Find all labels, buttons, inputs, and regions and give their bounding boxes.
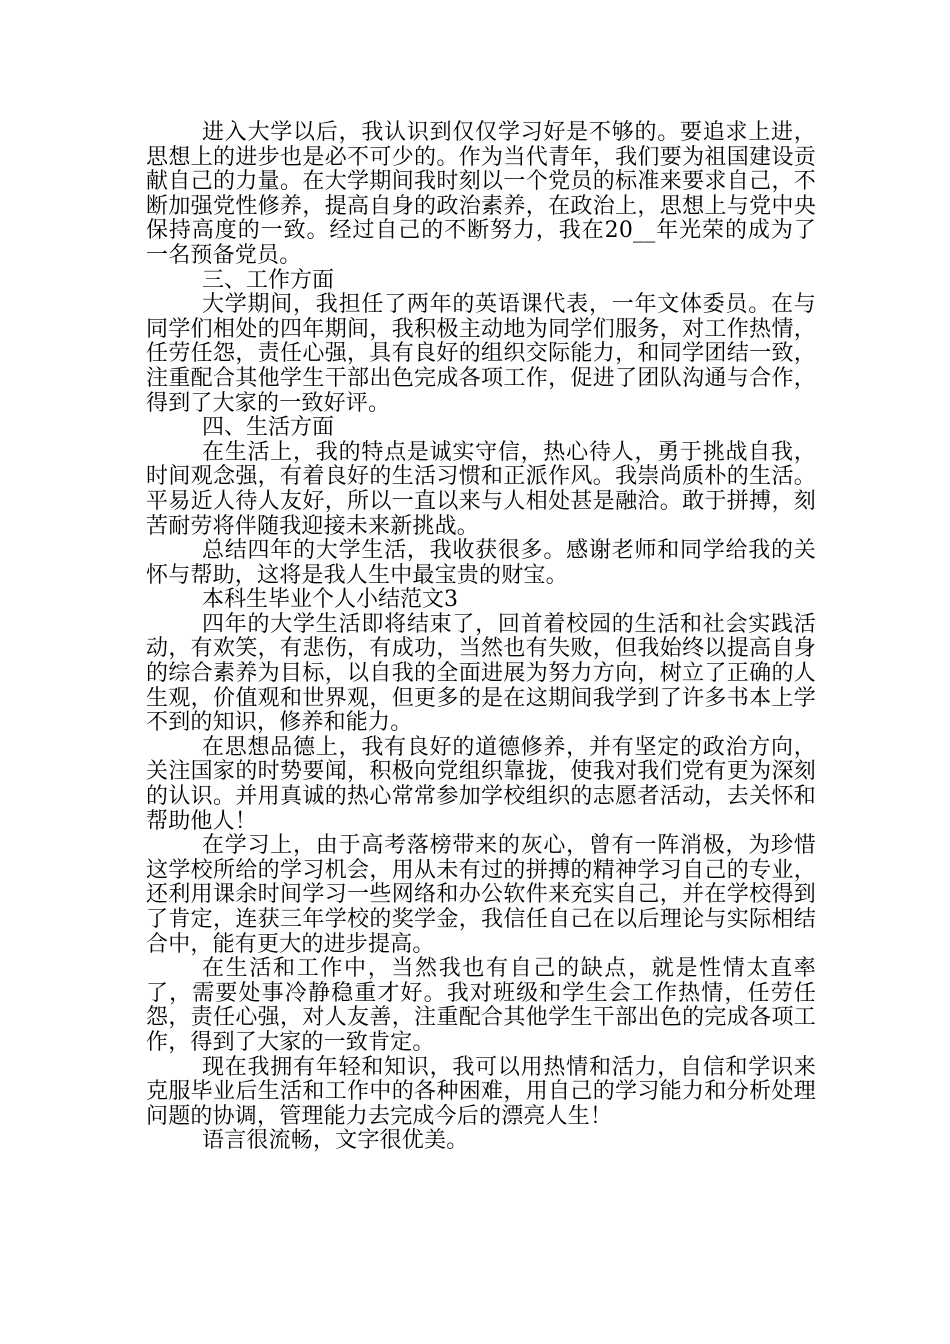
paragraph-intro-sample-3: 四年的大学生活即将结束了，回首着校园的生活和社会实践活动，有欢笑，有悲伤，有成功，当然也有失败，但我始终以提高自身的综合素养为目标，以自我的全面进展为努力方向，树立了正确的人生观，价值观和世界观，但更多的是在这期间我学到了许多书本上学不到的知识，修养和能力。 bbox=[146, 611, 816, 736]
section-heading-life: 四、生活方面 bbox=[202, 415, 335, 441]
paragraph-life: 在生活上，我的特点是诚实守信，热心待人，勇于挑战自我，时间观念强，有着良好的生活习惯和正派作风。我崇尚质朴的生活。平易近人待人友好，所以一直以来与人相处甚是融洽。敢于拼搏，刻苦耐劳将伴随我迎接未来新挑战。 bbox=[146, 439, 816, 539]
paragraph-future: 现在我拥有年轻和知识，我可以用热情和活力，自信和学识来克服毕业后生活和工作中的各种困难，用自己的学习能力和分析处理问题的协调，管理能力去完成今后的漂亮人生！ bbox=[146, 1054, 816, 1129]
paragraph-comment: 语言很流畅，文字很优美。 bbox=[202, 1128, 469, 1154]
article-title-sample-3: 本科生毕业个人小结范文3 bbox=[202, 587, 458, 613]
paragraph-work: 大学期间，我担任了两年的英语课代表，一年文体委员。在与同学们相处的四年期间，我积极主动地为同学们服务，对工作热情，任劳任怨，责任心强，具有良好的组织交际能力，和同学团结一致，注重配合其他学生干部出色完成各项工作，促进了团队沟通与合作，得到了大家的一致好评。 bbox=[146, 292, 816, 416]
paragraph-shortcomings: 在生活和工作中，当然我也有自己的缺点，就是性情太直率了，需要处事冷静稳重才好。我对班级和学生会工作热情，任劳任怨，责任心强，对人友善，注重配合其他学生干部出色的完成各项工作，得到了大家的一致肯定。 bbox=[146, 956, 816, 1055]
paragraph-study: 在学习上，由于高考落榜带来的灰心，曾有一阵消极，为珍惜这学校所给的学习机会，用从未有过的拼搏的精神学习自己的专业，还利用课余时间学习一些网络和办公软件来充实自己，并在学校得到了肯定，连获三年学校的奖学金，我信任自己在以后理论与实际相结合中，能有更大的进步提高。 bbox=[146, 833, 816, 957]
paragraph-summary: 总结四年的大学生活，我收获很多。感谢老师和同学给我的关怀与帮助，这将是我人生中最宝贵的财宝。 bbox=[146, 538, 816, 588]
paragraph-party-membership: 进入大学以后，我认识到仅仅学习好是不够的。要追求上进，思想上的进步也是必不可少的。作为当代青年，我们要为祖国建设贡献自己的力量。在大学期间我时刻以一个党员的标准来要求自己，不断加强党性修养，提高自身的政治素养，在政治上，思想上与党中央保持高度的一致。经过自己的不断努力，我在20__年光荣的成为了一名预备党员。 bbox=[146, 120, 816, 268]
section-heading-work: 三、工作方面 bbox=[202, 267, 335, 293]
paragraph-morality: 在思想品德上，我有良好的道德修养，并有坚定的政治方向，关注国家的时势要闻，积极向党组织靠拢，使我对我们党有更为深刻的认识。并用真诚的热心常常参加学校组织的志愿者活动，去关怀和帮助他人！ bbox=[146, 734, 816, 834]
document-body bbox=[146, 121, 816, 1154]
